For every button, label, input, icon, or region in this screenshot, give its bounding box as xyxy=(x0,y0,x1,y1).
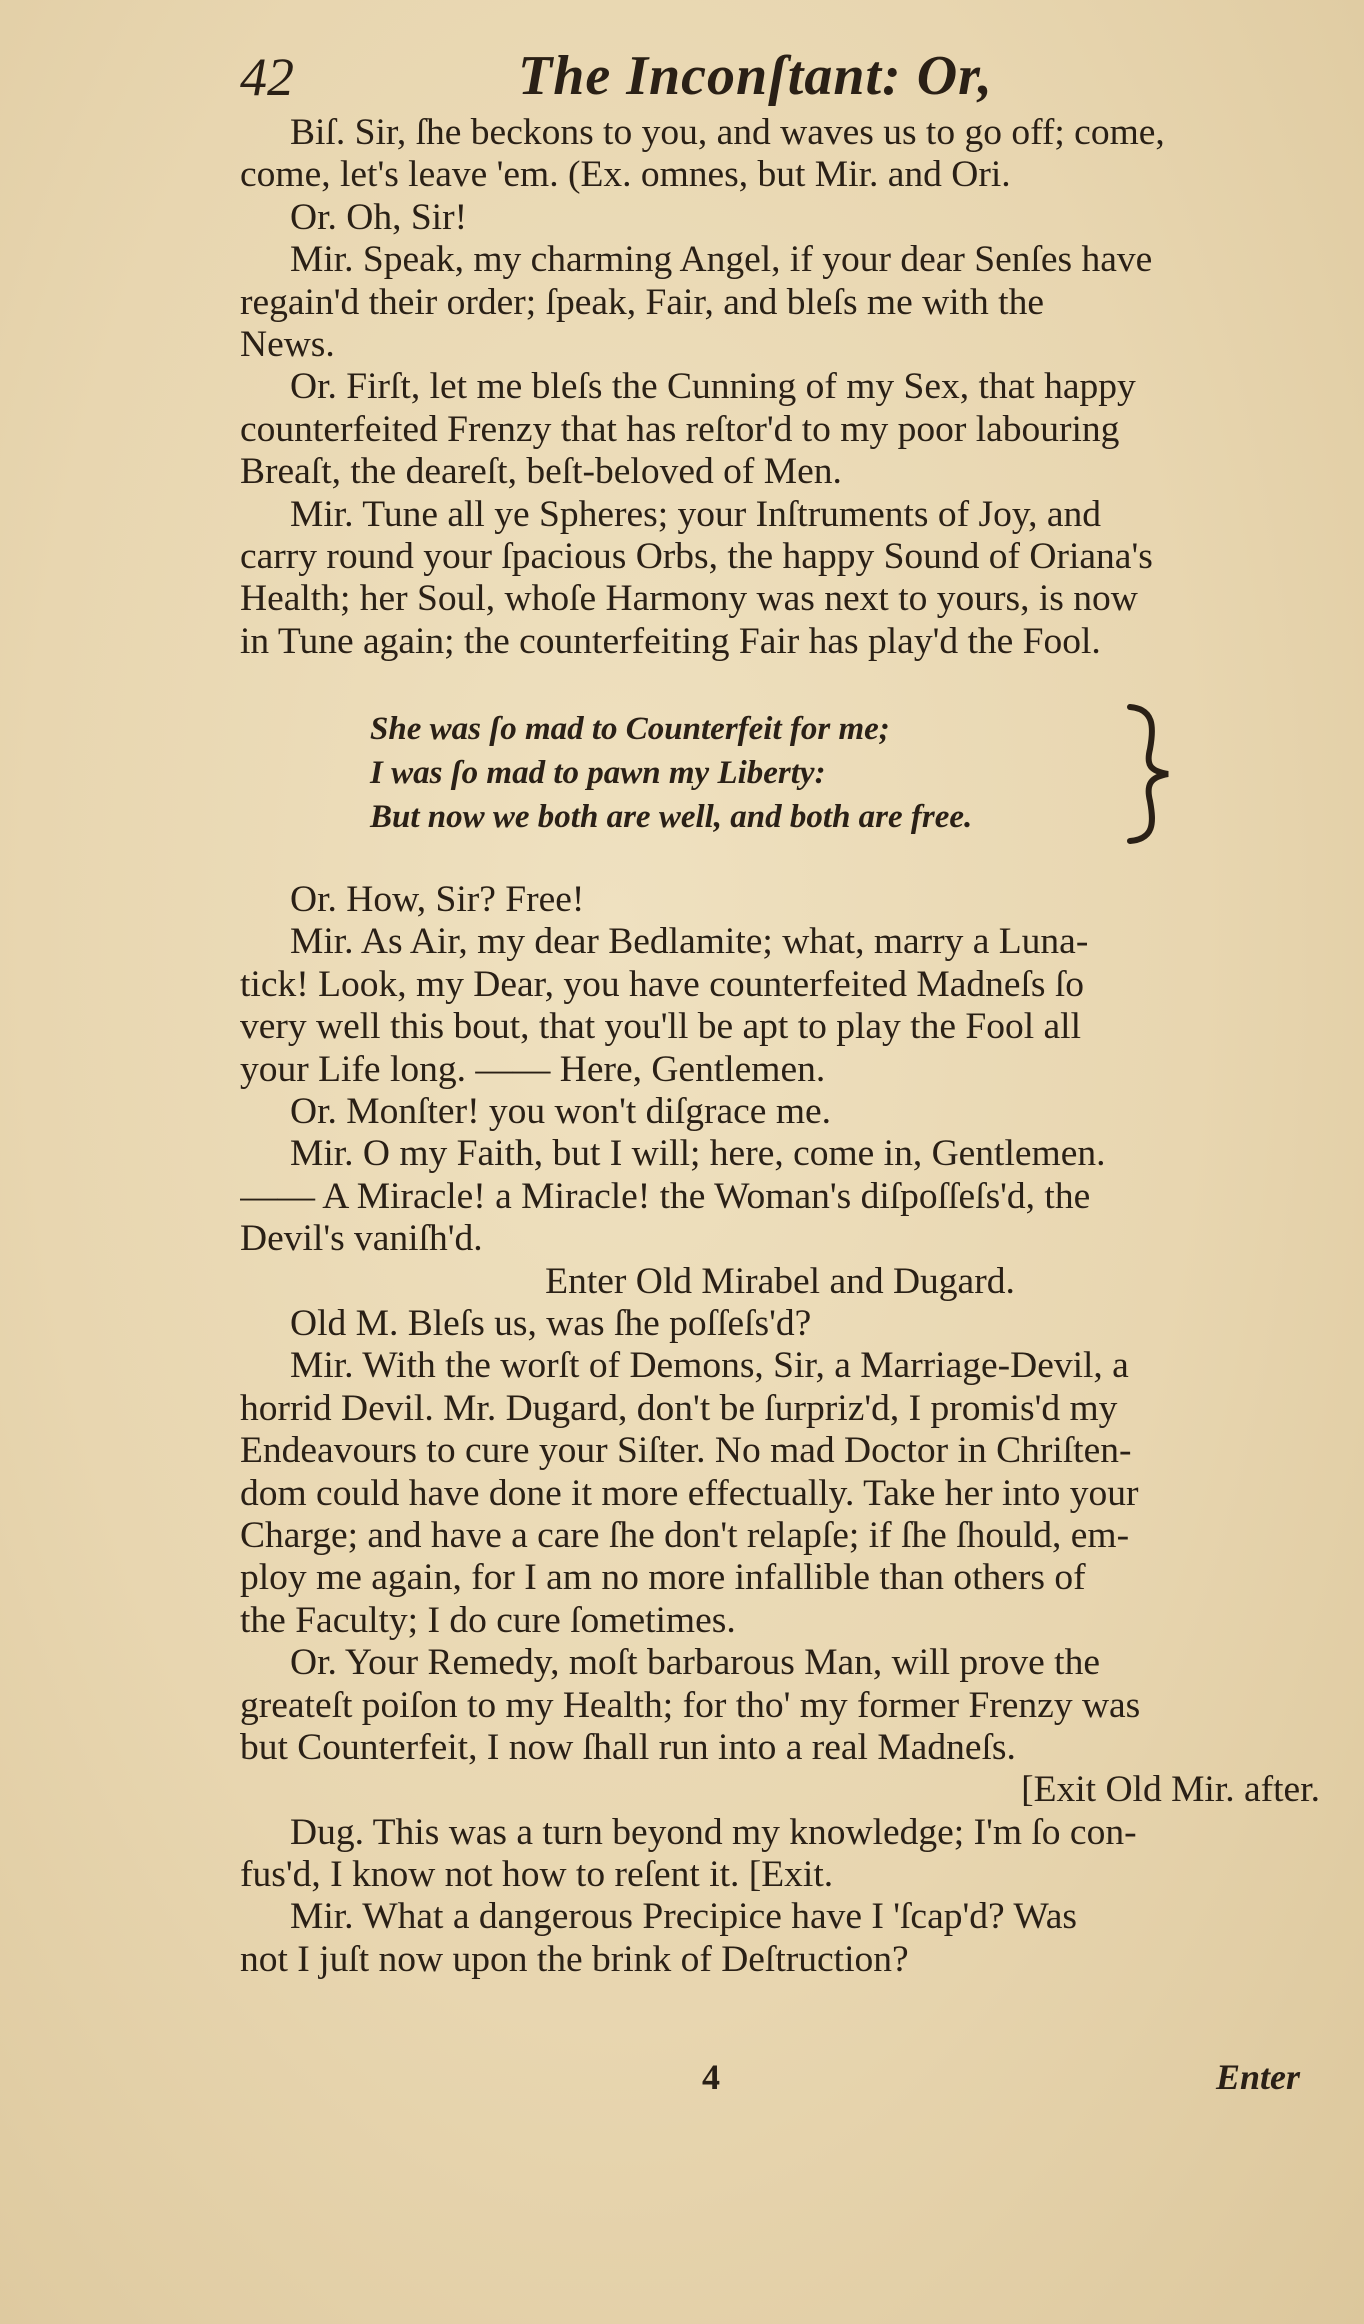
song-line: She was ſo mad to Counterfeit for me; xyxy=(370,711,890,748)
text-line: regain'd their order; ſpeak, Fair, and bleſs me with the xyxy=(240,281,1044,323)
text-line: Mir. What a dangerous Precipice have I 'ſcap'd? Was xyxy=(290,1896,1077,1938)
text-line: Or. Your Remedy, moſt barbarous Man, will prove the xyxy=(290,1642,1100,1684)
page-footer xyxy=(240,2056,1320,2106)
text-line: but Counterfeit, I now ſhall run into a real Madneſs. xyxy=(240,1726,1016,1768)
signature-mark: 4 xyxy=(702,2057,720,2097)
text-line: ploy me again, for I am no more infallible than others of xyxy=(240,1557,1086,1599)
text-line: Mir. O my Faith, but I will; here, come in, Gentlemen. xyxy=(290,1133,1106,1175)
text-line: Mir. Speak, my charming Angel, if your dear Senſes have xyxy=(290,239,1153,281)
text-line: Breaſt, the deareſt, beſt-beloved of Men. xyxy=(240,451,842,493)
body-text xyxy=(240,112,1320,1981)
text-line: [Exit Old Mir. after. xyxy=(1021,1769,1320,1811)
text-line: Devil's vaniſh'd. xyxy=(240,1218,483,1260)
text-line: Or. How, Sir? Free! xyxy=(290,879,585,921)
text-line: Dug. This was a turn beyond my knowledge; I'm ſo con- xyxy=(290,1811,1137,1853)
text-line: Enter Old Mirabel and Dugard. xyxy=(545,1260,1015,1302)
text-line: Biſ. Sir, ſhe beckons to you, and waves us to go off; come, xyxy=(290,112,1165,153)
text-line: greateſt poiſon to my Health; for tho' my former Frenzy was xyxy=(240,1684,1141,1726)
catchword: Enter xyxy=(1215,2057,1300,2097)
brace-icon xyxy=(1120,699,1180,849)
text-line: Or. Firſt, let me bleſs the Cunning of my Sex, that happy xyxy=(290,366,1136,408)
text-line: Charge; and have a care ſhe don't relapſe; if ſhe ſhould, em- xyxy=(240,1514,1130,1556)
text-line: —— A Miracle! a Miracle! the Woman's diſpoſſeſs'd, the xyxy=(240,1175,1091,1217)
text-line: tick! Look, my Dear, you have counterfeited Madneſs ſo xyxy=(240,963,1085,1005)
text-line: your Life long. —— Here, Gentlemen. xyxy=(240,1048,826,1090)
dialogue-block-1 xyxy=(240,112,1320,663)
text-line: come, let's leave 'em. (Ex. omnes, but Mir. and Ori. xyxy=(240,154,1011,196)
text-line: the Faculty; I do cure ſometimes. xyxy=(240,1599,736,1641)
page-number: 42 xyxy=(240,47,294,107)
page-header xyxy=(240,40,1320,110)
text-line: Mir. With the worſt of Demons, Sir, a Marriage-Devil, a xyxy=(290,1345,1129,1387)
text-line: Endeavours to cure your Siſter. No mad Doctor in Chriſten- xyxy=(240,1430,1132,1472)
text-line: not I juſt now upon the brink of Deſtruction? xyxy=(240,1938,909,1980)
dialogue-block-2 xyxy=(240,879,1320,1981)
song-verse xyxy=(240,707,1320,839)
text-line: Or. Oh, Sir! xyxy=(290,196,468,238)
text-line: Health; her Soul, whoſe Harmony was next to yours, is now xyxy=(240,578,1138,620)
song-line: But now we both are well, and both are free. xyxy=(370,799,973,836)
running-title: The Inconſtant: Or, xyxy=(518,45,993,107)
text-line: News. xyxy=(240,323,335,365)
text-line: counterfeited Frenzy that has reſtor'd to my poor labouring xyxy=(240,408,1120,450)
text-line: fus'd, I know not how to reſent it. [Exit. xyxy=(240,1854,834,1896)
text-line: Mir. As Air, my dear Bedlamite; what, marry a Luna- xyxy=(290,921,1089,963)
song-lines xyxy=(370,707,972,839)
text-line: dom could have done it more effectually. Take her into your xyxy=(240,1472,1139,1514)
text-line: very well this bout, that you'll be apt to play the Fool all xyxy=(240,1006,1082,1048)
text-line: horrid Devil. Mr. Dugard, don't be ſurpriz'd, I promis'd my xyxy=(240,1387,1118,1429)
text-line: Old M. Bleſs us, was ſhe poſſeſs'd? xyxy=(290,1302,812,1344)
text-line: carry round your ſpacious Orbs, the happy Sound of Oriana's xyxy=(240,535,1153,577)
text-line: in Tune again; the counterfeiting Fair has play'd the Fool. xyxy=(240,620,1101,662)
song-line: I was ſo mad to pawn my Liberty: xyxy=(370,755,826,792)
text-line: Or. Monſter! you won't diſgrace me. xyxy=(290,1091,832,1133)
text-line: Mir. Tune all ye Spheres; your Inſtruments of Joy, and xyxy=(290,493,1102,535)
